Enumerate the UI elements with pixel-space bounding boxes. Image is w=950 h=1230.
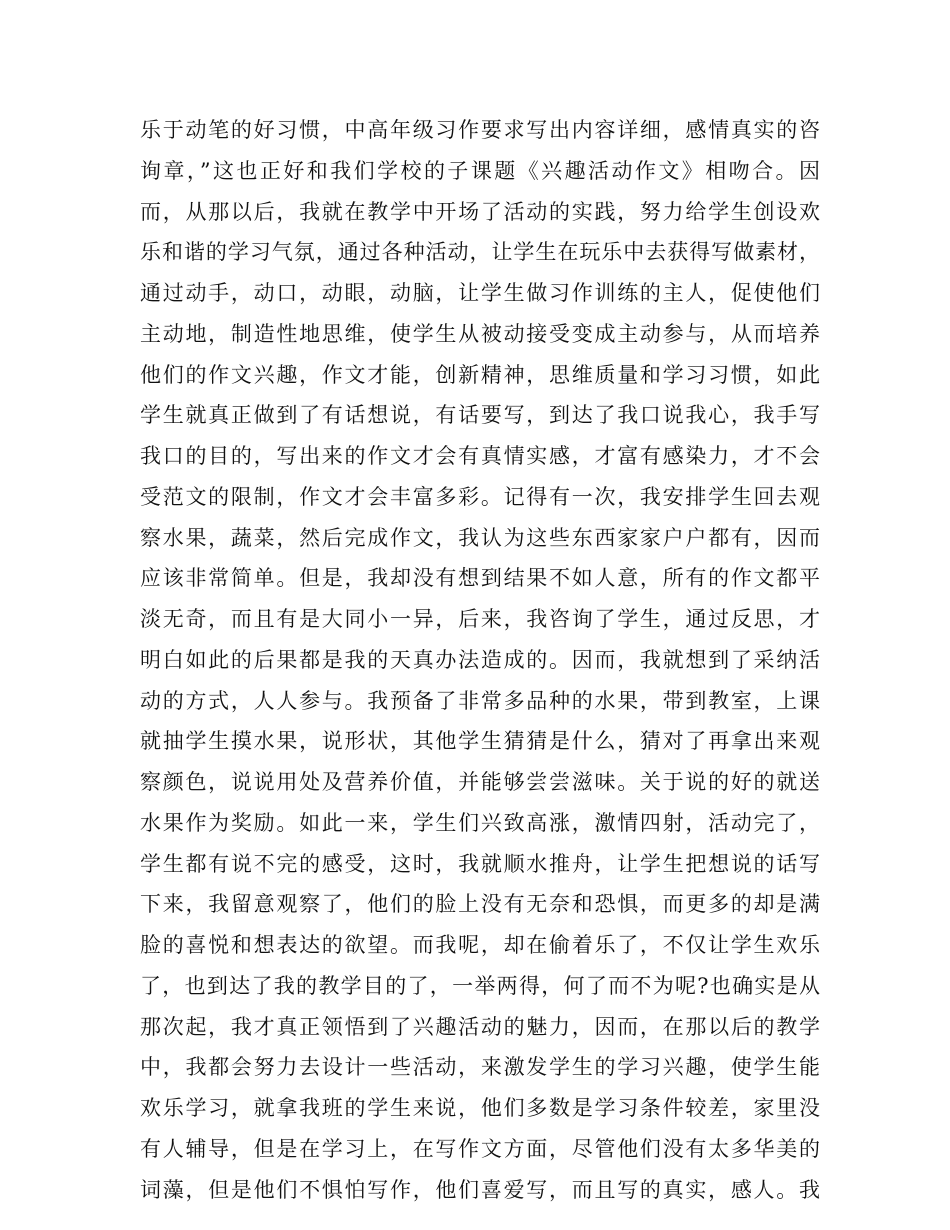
- text-line: 我口的目的，写出来的作文才会有真情实感，才富有感染力，才不会: [140, 444, 820, 468]
- text-line: 察颜色，说说用处及营养价值，并能够尝尝滋味。关于说的好的就送: [140, 770, 820, 794]
- text-line: 学生都有说不完的感受，这时，我就顺水推舟，让学生把想说的话写: [140, 851, 820, 876]
- text-line: 学生就真正做到了有话想说，有话要写，到达了我口说我心，我手写: [140, 403, 820, 428]
- text-line: 淡无奇，而且有是大同小一异，后来，我咨询了学生，通过反思，才: [140, 607, 820, 631]
- text-line: 应该非常简单。但是，我却没有想到结果不如人意，所有的作文都平: [140, 566, 820, 591]
- text-line: 中，我都会努力去设计一些活动，来激发学生的学习兴趣，使学生能: [140, 1055, 820, 1080]
- text-line: 察水果，蔬菜，然后完成作文，我认为这些东西家家户户都有，因而: [140, 525, 820, 550]
- text-line: 有人辅导，但是在学习上，在写作文方面，尽管他们没有太多华美的: [140, 1136, 820, 1161]
- text-line: 动的方式，人人参与。我预备了非常多品种的水果，带到教室，上课: [140, 688, 820, 713]
- text-line: 询章，”这也正好和我们学校的子课题《兴趣活动作文》相吻合。因: [140, 158, 820, 183]
- text-line: 水果作为奖励。如此一来，学生们兴致高涨，激情四射，活动完了，: [140, 810, 820, 835]
- body-text: [140, 110, 820, 1210]
- text-line: 主动地，制造性地思维，使学生从被动接受变成主动参与，从而培养: [140, 321, 820, 346]
- text-line: 他们的作文兴趣，作文才能，创新精神，思维质量和学习习惯，如此: [140, 362, 820, 387]
- text-line: 乐于动笔的好习惯，中高年级习作要求写出内容详细，感情真实的咨: [140, 118, 820, 142]
- text-line: 通过动手，动口，动眼，动脑，让学生做习作训练的主人，促使他们: [140, 281, 820, 305]
- text-line: 而，从那以后，我就在教学中开场了活动的实践，努力给学生创设欢: [140, 199, 820, 224]
- text-line: 乐和谐的学习气氛，通过各种活动，让学生在玩乐中去获得写做素材，: [140, 240, 820, 265]
- text-line: 欢乐学习，就拿我班的学生来说，他们多数是学习条件较差，家里没: [140, 1096, 820, 1120]
- text-line: 受范文的限制，作文才会丰富多彩。记得有一次，我安排学生回去观: [140, 484, 820, 509]
- text-line: 了，也到达了我的教学目的了，一举两得，何了而不为呢?也确实是从: [140, 973, 820, 998]
- text-line: 那次起，我才真正领悟到了兴趣活动的魅力，因而，在那以后的教学: [140, 1014, 820, 1039]
- text-line: 明白如此的后果都是我的天真办法造成的。因而，我就想到了采纳活: [140, 647, 820, 672]
- text-line: 脸的喜悦和想表达的欲望。而我呢，却在偷着乐了，不仅让学生欢乐: [140, 933, 820, 957]
- text-line: 下来，我留意观察了，他们的脸上没有无奈和恐惧，而更多的却是满: [140, 892, 820, 917]
- text-line: 就抽学生摸水果，说形状，其他学生猜猜是什么，猜对了再拿出来观: [140, 729, 820, 754]
- text-line: 词藻，但是他们不惧怕写作，他们喜爱写，而且写的真实，感人。我: [140, 1177, 820, 1202]
